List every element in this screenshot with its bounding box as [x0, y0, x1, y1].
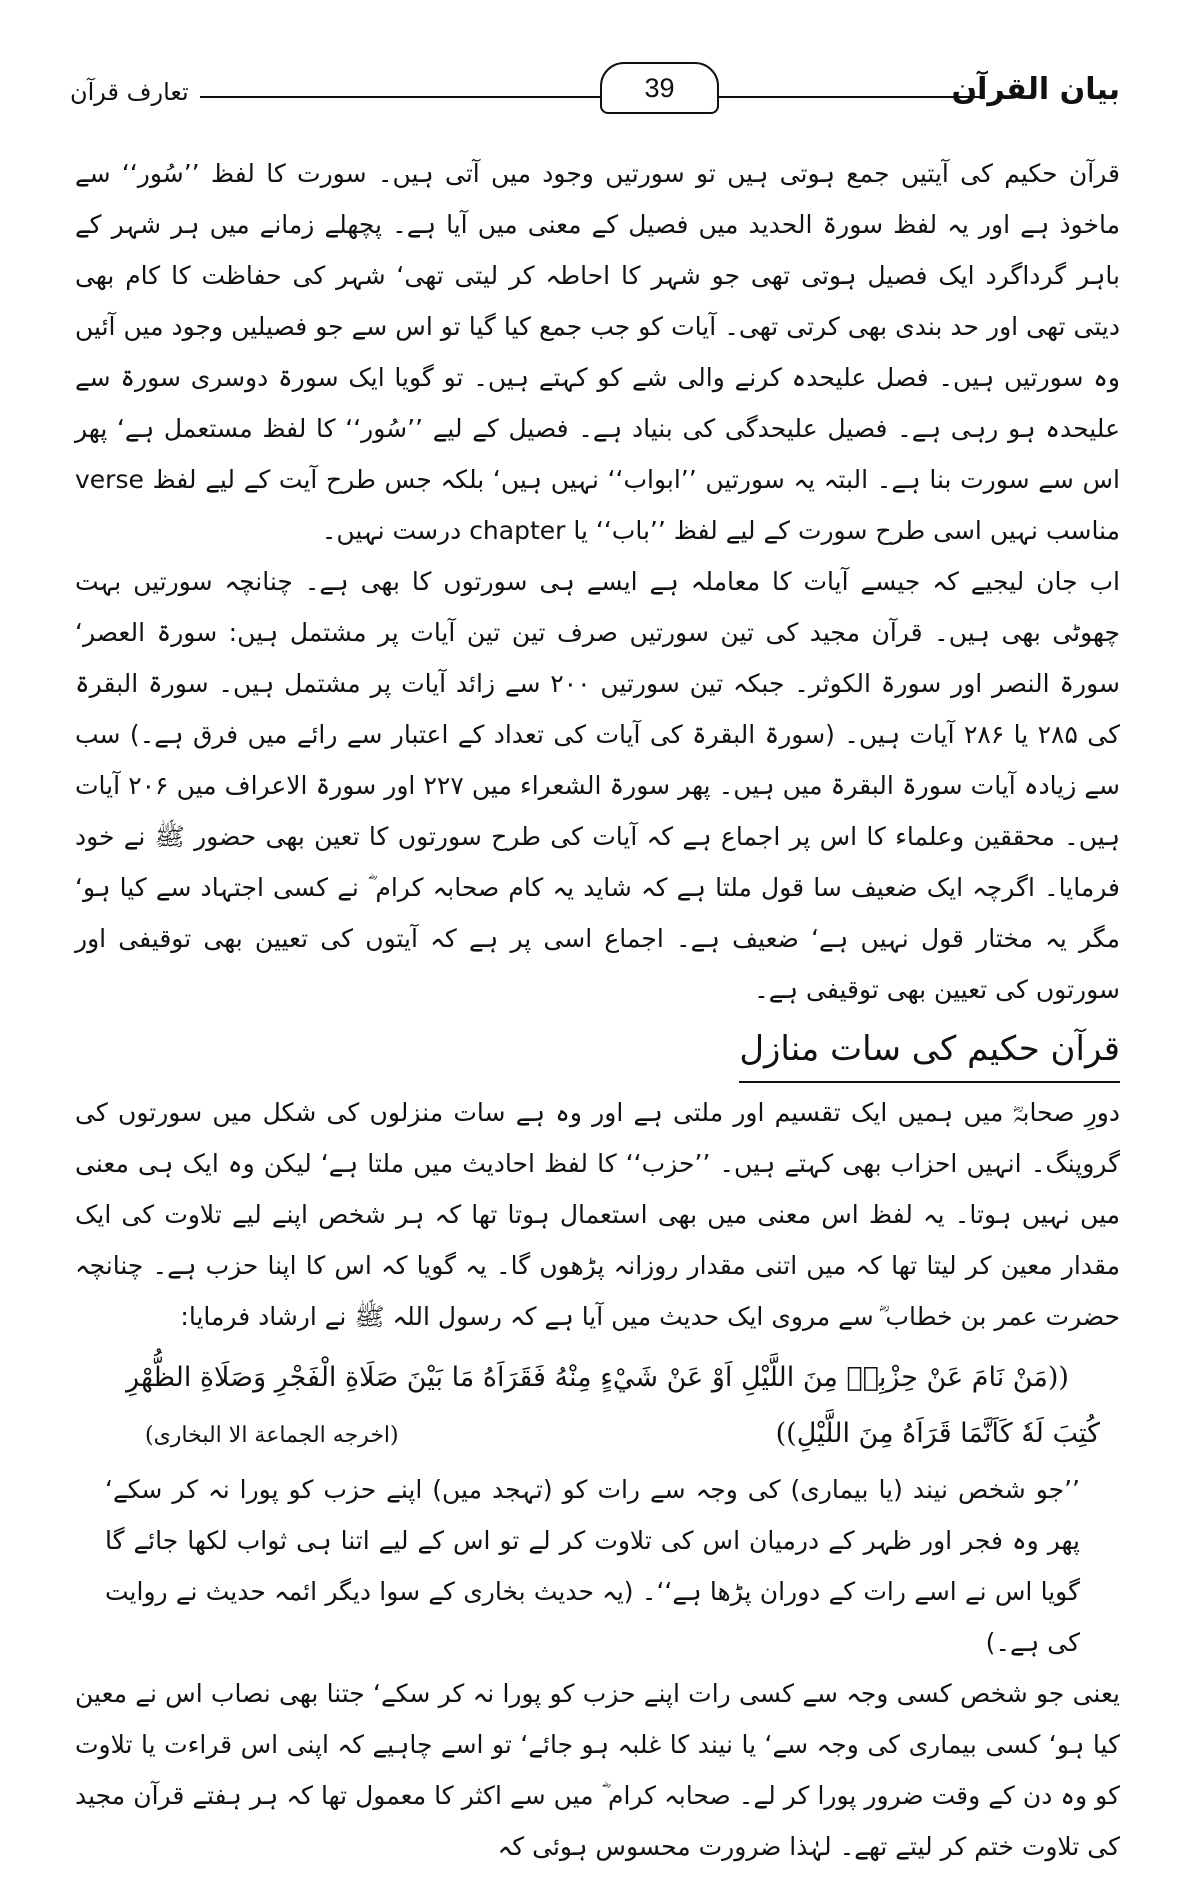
hadith-line-1: ((مَنْ نَامَ عَنْ حِزْبِهٖ مِنَ اللَّيْلِ اَوْ عَنْ شَيْءٍ مِنْهُ فَقَرَاَهُ مَا بَيْنَ صَلَاةِ الْفَجْرِ وَصَلَاةِ الظُّهْرِ [126, 1362, 1069, 1393]
section-heading-wrap [75, 1019, 1120, 1083]
paragraph-surah-meaning: قرآن حکیم کی آیتیں جمع ہوتی ہیں تو سورتیں وجود میں آتی ہیں۔ سورت کا لفظ ’’سُور‘‘ سے ماخوذ ہے اور یہ لفظ سورۃ الحدید میں فصیل کے معنی میں آیا ہے۔ پچھلے زمانے میں ہر شہر کے باہر گرداگرد ایک فصیل ہوتی تھی جو شہر کا احاطہ کر لیتی تھی‘ شہر کی حفاظت کا کام بھی دیتی تھی اور حد بندی بھی کرتی تھی۔ آیات کو جب جمع کیا گیا تو اس سے جو فصیلیں وجود میں آئیں وہ سورتیں ہیں۔ فصل علیحدہ کرنے والی شے کو کہتے ہیں۔ تو گویا ایک سورۃ دوسری سورۃ سے علیحدہ ہو رہی ہے۔ فصیل علیحدگی کی بنیاد ہے۔ فصیل کے لیے ’’سُور‘‘ کا لفظ مستعمل ہے‘ پھر اس سے سورت بنا ہے۔ البتہ یہ سورتیں ’’ابواب‘‘ نہیں ہیں‘ بلکہ جس طرح آیت کے لیے لفظ verse مناسب نہیں اسی طرح سورت کے لیے لفظ ’’باب‘‘ یا chapter درست نہیں۔ [75, 159, 1120, 545]
book-title: بیان القرآن [951, 72, 1120, 107]
hadith-line-2: كُتِبَ لَهٗ كَاَنَّمَا قَرَاَهُ مِنَ اللَّيْلِ)) [775, 1418, 1100, 1449]
section-title: تعارف قرآن [70, 78, 189, 106]
paragraph-manazil: دورِ صحابہؓ میں ہمیں ایک تقسیم اور ملتی ہے اور وہ ہے سات منزلوں کی شکل میں سورتوں کی گروپنگ۔ انہیں احزاب بھی کہتے ہیں۔ ’’حزب‘‘ کا لفظ احادیث میں ملتا ہے‘ لیکن وہ ایک ہی معنی میں نہیں ہوتا۔ یہ لفظ اس معنی میں بھی استعمال ہوتا تھا کہ ہر شخص اپنے لیے تلاوت کی ایک مقدار معین کر لیتا تھا کہ میں اتنی مقدار روزانہ پڑھوں گا۔ یہ گویا کہ اس کا اپنا حزب ہے۔ چنانچہ حضرت عمر بن خطاب ؓ سے مروی ایک حدیث میں آیا ہے کہ رسول اللہ ﷺ نے ارشاد فرمایا: [75, 1098, 1120, 1331]
header-rule-right [715, 96, 980, 98]
hadith-source: (اخرجه الجماعة الا البخاری) [145, 1423, 399, 1448]
running-header [70, 60, 1120, 120]
hadith-line-2-row [75, 1406, 1120, 1464]
hadith-translation: ’’جو شخص نیند (یا بیماری) کی وجہ سے رات کو (تہجد میں) اپنے حزب کو پورا نہ کر سکے‘ پھر وہ فجر اور ظہر کے درمیان اس کی تلاوت کر لے تو اس کے لیے اتنا ہی ثواب لکھا جائے گا گویا اس نے اسے رات کے دوران پڑھا ہے‘‘۔ (یہ حدیث بخاری کے سوا دیگر ائمہ حدیث نے روایت کی ہے۔) [105, 1475, 1080, 1657]
page-number-frame [600, 62, 719, 114]
page-number: 39 [644, 73, 675, 103]
paragraph-surah-lengths: اب جان لیجیے کہ جیسے آیات کا معاملہ ہے ایسے ہی سورتوں کا بھی ہے۔ چنانچہ سورتیں بہت چھوٹی بھی ہیں۔ قرآن مجید کی تین سورتیں صرف تین تین آیات پر مشتمل ہیں: سورۃ العصر‘ سورۃ النصر اور سورۃ الکوثر۔ جبکہ تین سورتیں ۲۰۰ سے زائد آیات پر مشتمل ہیں۔ سورۃ البقرۃ کی ۲۸۵ یا ۲۸۶ آیات ہیں۔ (سورۃ البقرۃ کی آیات کی تعداد کے اعتبار سے رائے میں فرق ہے۔) سب سے زیادہ آیات سورۃ البقرۃ میں ہیں۔ پھر سورۃ الشعراء میں ۲۲۷ اور سورۃ الاعراف میں ۲۰۶ آیات ہیں۔ محققین وعلماء کا اس پر اجماع ہے کہ آیات کی طرح سورتوں کا تعین بھی حضور ﷺ نے خود فرمایا۔ اگرچہ ایک ضعیف سا قول ملتا ہے کہ شاید یہ کام صحابہ کرام ؓ نے کسی اجتہاد سے کیا ہو‘ مگر یہ مختار قول نہیں ہے‘ ضعیف ہے۔ اجماع اسی پر ہے کہ آیتوں کی تعیین بھی توقیفی اور سورتوں کی تعیین بھی توقیفی ہے۔ [75, 567, 1121, 1004]
hadith-block [75, 1350, 1120, 1464]
section-heading: قرآن حکیم کی سات منازل [739, 1019, 1120, 1083]
body-text [75, 148, 1120, 1872]
paragraph-closing: یعنی جو شخص کسی وجہ سے کسی رات اپنے حزب کو پورا نہ کر سکے‘ جتنا بھی نصاب اس نے معین کیا ہو‘ کسی بیماری کی وجہ سے‘ یا نیند کا غلبہ ہو جائے‘ تو اسے چاہیے کہ اپنی اس قراءت یا تلاوت کو وہ دن کے وقت ضرور پورا کر لے۔ صحابہ کرام ؓ میں سے اکثر کا معمول تھا کہ ہر ہفتے قرآن مجید کی تلاوت ختم کر لیتے تھے۔ لہٰذا ضرورت محسوس ہوئی کہ [75, 1679, 1120, 1861]
header-rule-left [200, 96, 600, 98]
